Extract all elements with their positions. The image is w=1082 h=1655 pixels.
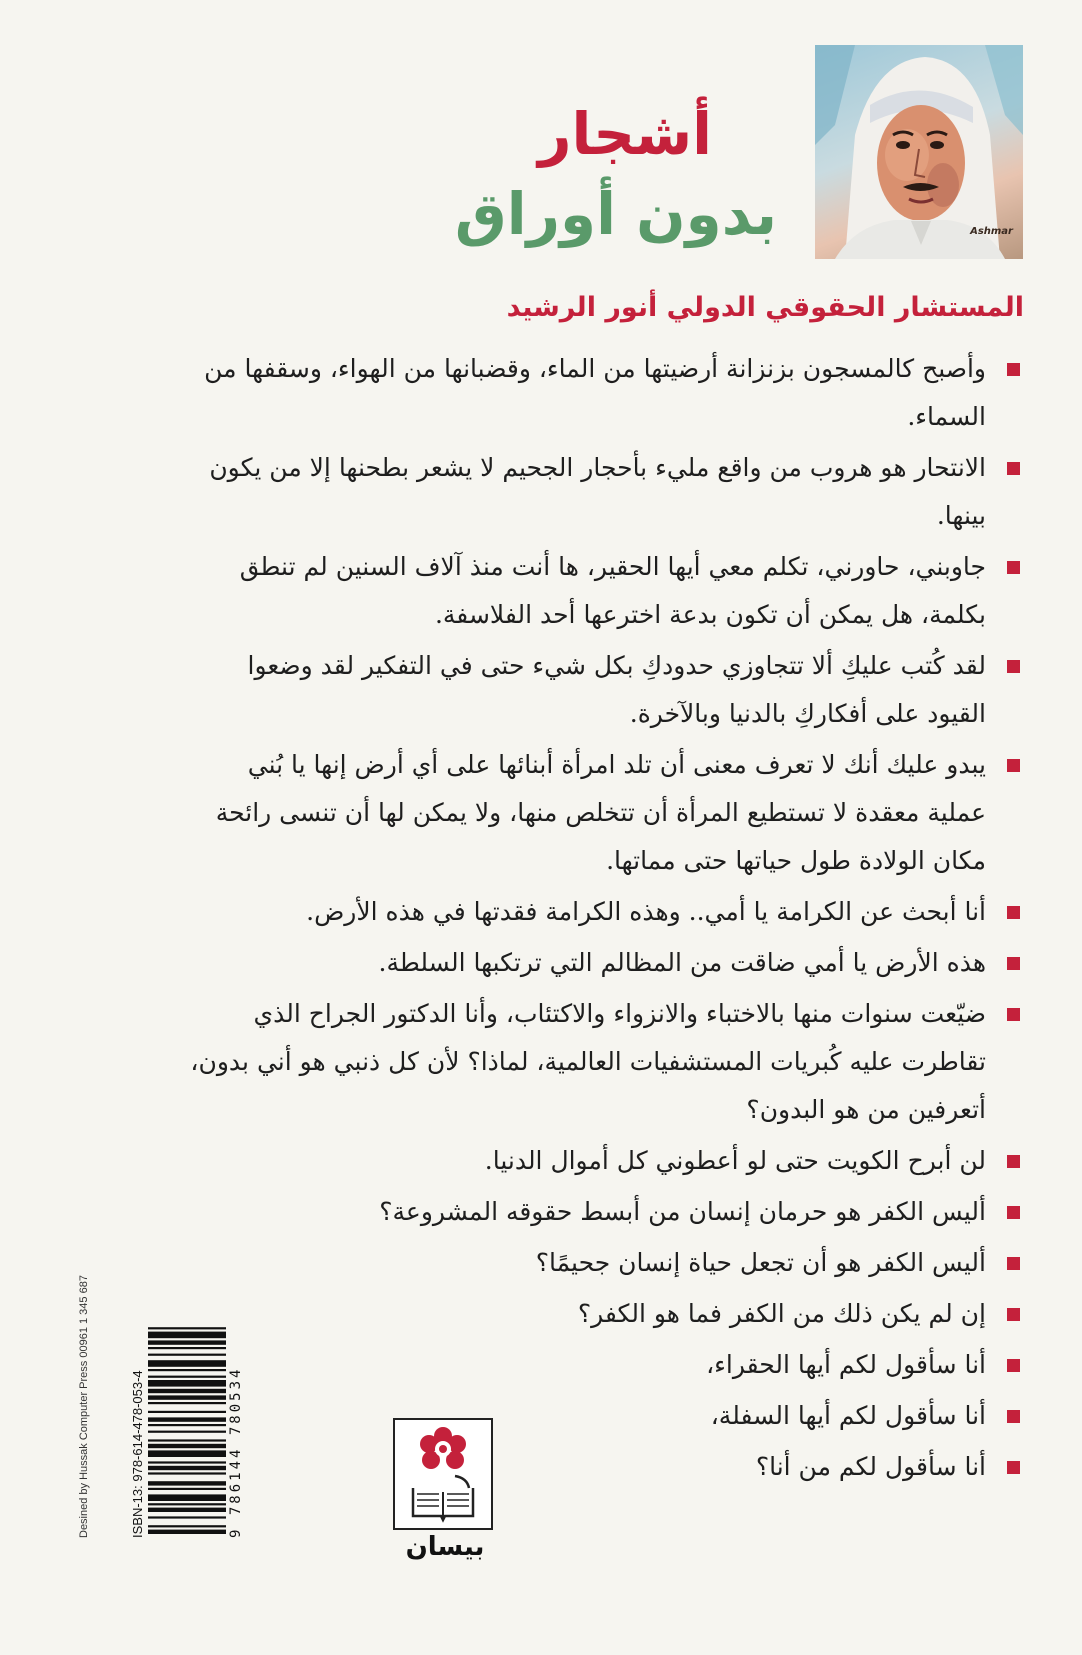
quote-item (188, 345, 1024, 441)
flower-book-icon (395, 1420, 491, 1528)
quote-item (188, 990, 1024, 1134)
barcode-bar (148, 1360, 226, 1367)
barcode-bar (148, 1516, 226, 1518)
quote-text: أنا سأقول لكم من أنا؟ (755, 1452, 986, 1481)
quote-text: أليس الكفر هو حرمان إنسان من أبسط حقوقه المشروعة؟ (379, 1197, 986, 1226)
quote-text: أليس الكفر هو أن تجعل حياة إنسان جحيمًا؟ (535, 1248, 986, 1277)
barcode-bar (148, 1472, 226, 1474)
portrait-signature: Ashmar (970, 226, 1013, 237)
barcode-bar (148, 1530, 226, 1534)
quote-text: ضيّعت سنوات منها بالاختباء والانزواء والاكتئاب، وأنا الدكتور الجراح الذي تقاطرت عليه كُبريات المستشفيات العالمية، لماذا؟ لأن كل ذنبي هو أني بدون، أتعرفين من هو البدون؟ (190, 999, 986, 1124)
barcode-bar (148, 1332, 226, 1339)
barcode-bar (148, 1466, 226, 1470)
barcode-bar (148, 1354, 226, 1356)
barcode-bar (148, 1389, 226, 1393)
bullet-square-icon (1007, 906, 1020, 919)
isbn-barcode-block (78, 1228, 248, 1538)
bullet-square-icon (1007, 462, 1020, 475)
barcode-bar (148, 1461, 226, 1463)
barcode-bar (148, 1424, 226, 1426)
bullet-square-icon (1007, 660, 1020, 673)
designer-credit: Desined by Hussak Computer Press 00961 1 345 687 (78, 1275, 90, 1538)
quote-text: لن أبرح الكويت حتى لو أعطوني كل أموال الدنيا. (484, 1146, 986, 1175)
publisher-name: بيسان (405, 1532, 485, 1562)
quote-text: جاوبني، حاورني، تكلم معي أيها الحقير، ها أنت منذ آلاف السنين لم تنطق بكلمة، هل يمكن أن تكون بدعة اخترعها أحد الفلاسفة. (239, 552, 986, 629)
barcode-digits: 9 786144 780534 (228, 1366, 244, 1538)
barcode-bar (148, 1347, 226, 1349)
quote-item (188, 543, 1024, 639)
quote-item (188, 1443, 1024, 1491)
bullet-square-icon (1007, 1155, 1020, 1168)
book-title-line-2: بدون أوراق (454, 180, 777, 248)
barcode-bar (148, 1439, 226, 1441)
bullet-square-icon (1007, 1008, 1020, 1021)
quote-item (188, 1137, 1024, 1185)
barcode-bar (148, 1503, 226, 1505)
bullet-square-icon (1007, 561, 1020, 574)
quote-item (188, 939, 1024, 987)
barcode-bar (148, 1380, 226, 1387)
author-line: المستشار الحقوقي الدولي أنور الرشيد (506, 292, 1024, 323)
barcode-bar (148, 1327, 226, 1329)
quote-item (188, 444, 1024, 540)
barcode-bar (148, 1411, 226, 1413)
barcode-bar (148, 1525, 226, 1527)
bullet-square-icon (1007, 1461, 1020, 1474)
barcode-bar (148, 1444, 226, 1448)
quote-item (188, 642, 1024, 738)
quote-text: أنا سأقول لكم أيها الحقراء، (706, 1350, 986, 1379)
barcode-bar (148, 1369, 226, 1371)
barcode-bar (148, 1494, 226, 1501)
barcode-bar (148, 1376, 226, 1378)
publisher-logo (393, 1418, 493, 1530)
bullet-square-icon (1007, 1257, 1020, 1270)
quote-item (188, 741, 1024, 885)
barcode-bar (148, 1508, 226, 1512)
bullet-square-icon (1007, 759, 1020, 772)
book-title-line-1: أشجار (538, 100, 712, 168)
barcode-bar (148, 1417, 226, 1421)
bullet-square-icon (1007, 1308, 1020, 1321)
quote-item (188, 1239, 1024, 1287)
author-portrait (815, 45, 1023, 259)
quote-text: أنا سأقول لكم أيها السفلة، (710, 1401, 986, 1430)
barcode-bar (148, 1481, 226, 1485)
quote-item (188, 1290, 1024, 1338)
quote-text: وأصبح كالمسجون بزنزانة أرضيتها من الماء، وقضبانها من الهواء، وسقفها من السماء. (204, 354, 986, 431)
quote-item (188, 1188, 1024, 1236)
quote-text: لقد كُتب عليكِ ألا تتجاوزي حدودكِ بكل شيء حتى في التفكير لقد وضعوا القيود على أفكاركِ بالدنيا وبالآخرة. (247, 651, 986, 728)
quote-item (188, 1341, 1024, 1389)
quotes-list (188, 345, 1024, 1494)
barcode-bar (148, 1450, 226, 1457)
quote-text: يبدو عليك أنك لا تعرف معنى أن تلد امرأة أبنائها على أي أرض إنها يا بُني عملية معقدة لا تستطيع المرأة أن تتخلص منها، ولا يمكن لها أن تنسى رائحة مكان الولادة طول حياتها حتى مماتها. (215, 750, 986, 875)
isbn-number: ISBN-13: 978-614-478-053-4 (130, 1370, 145, 1538)
barcode-bar (148, 1488, 226, 1490)
bullet-square-icon (1007, 957, 1020, 970)
quote-text: إن لم يكن ذلك من الكفر فما هو الكفر؟ (577, 1299, 986, 1328)
barcode-bar (148, 1395, 226, 1399)
barcode-bar (148, 1431, 226, 1433)
quote-text: أنا أبحث عن الكرامة يا أمي.. وهذه الكرامة فقدتها في هذه الأرض. (306, 897, 986, 926)
barcode-bars (148, 1228, 228, 1538)
quote-item (188, 888, 1024, 936)
bullet-square-icon (1007, 1206, 1020, 1219)
barcode-bar (148, 1402, 226, 1404)
bullet-square-icon (1007, 363, 1020, 376)
quote-text: هذه الأرض يا أمي ضاقت من المظالم التي ترتكبها السلطة. (378, 948, 986, 977)
barcode-bar (148, 1340, 226, 1344)
quote-text: الانتحار هو هروب من واقع مليء بأحجار الجحيم لا يشعر بطحنها إلا من يكون بينها. (209, 453, 986, 530)
bullet-square-icon (1007, 1410, 1020, 1423)
bullet-square-icon (1007, 1359, 1020, 1372)
quote-item (188, 1392, 1024, 1440)
